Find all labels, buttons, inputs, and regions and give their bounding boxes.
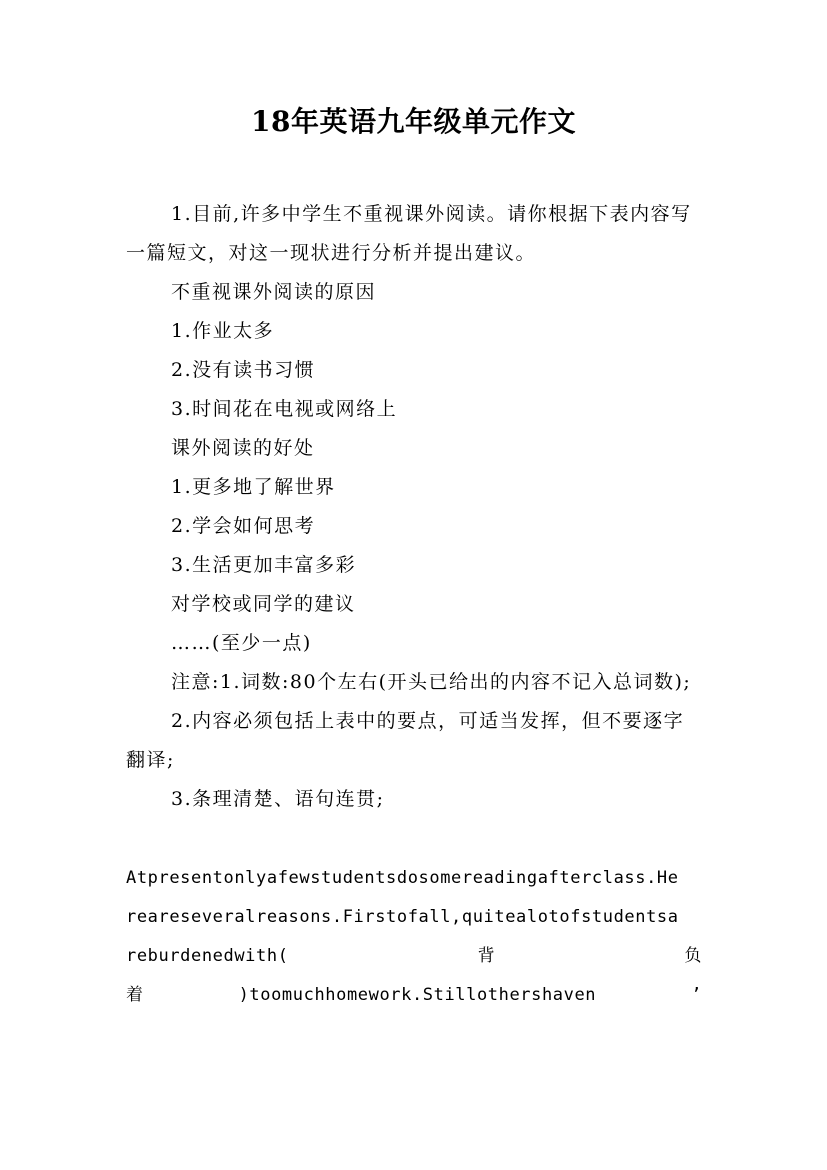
- document-body: [126, 195, 702, 1015]
- note-coherence: 3.条理清楚、语句连贯;: [171, 788, 385, 810]
- list-item: 1.作业太多: [171, 320, 275, 342]
- paragraph-prompt: 1.目前,许多中学生不重视课外阅读。请你根据下表内容写一篇短文，对这一现状进行分析并提出建议。: [126, 203, 692, 264]
- english-line-1: Atpresentonlyafewstudentsdosomereadingafterclass.He: [126, 868, 679, 888]
- list-item: 2.没有读书习惯: [171, 359, 316, 381]
- list-item: 3.生活更加丰富多彩: [171, 554, 357, 576]
- english-line-3-gloss-2: 负: [684, 946, 702, 966]
- english-line-2: reareseveralreasons.Firstofall,quitealotofstudentsa: [126, 907, 679, 927]
- english-line-3-gloss-1: 背: [477, 946, 496, 966]
- paragraph-heading-reasons: 不重视课外阅读的原因: [171, 281, 377, 303]
- paragraph-heading-suggestions: 对学校或同学的建议: [171, 593, 356, 615]
- english-line-4: [126, 976, 702, 1015]
- list-item: 2.学会如何思考: [171, 515, 316, 537]
- english-line-4-apostrophe: ’: [691, 985, 702, 1005]
- note-content: 2.内容必须包括上表中的要点，可适当发挥，但不要逐字翻译;: [126, 710, 685, 771]
- document-title: 18年英语九年级单元作文: [251, 105, 576, 138]
- note-word-count: 注意:1.词数:80个左右(开头已给出的内容不记入总词数);: [171, 671, 692, 693]
- list-item: 1.更多地了解世界: [171, 476, 336, 498]
- english-line-4-text: )toomuchhomework.Stillothershaven: [238, 985, 597, 1005]
- english-line-3: [126, 937, 702, 976]
- english-line-4-gloss: 着: [126, 985, 144, 1005]
- paragraph-heading-benefits: 课外阅读的好处: [171, 437, 315, 459]
- english-line-3-text: reburdenedwith(: [126, 946, 289, 966]
- list-item: ……(至少一点): [171, 632, 312, 654]
- paragraph-gap: [126, 819, 702, 859]
- list-item: 3.时间花在电视或网络上: [171, 398, 398, 420]
